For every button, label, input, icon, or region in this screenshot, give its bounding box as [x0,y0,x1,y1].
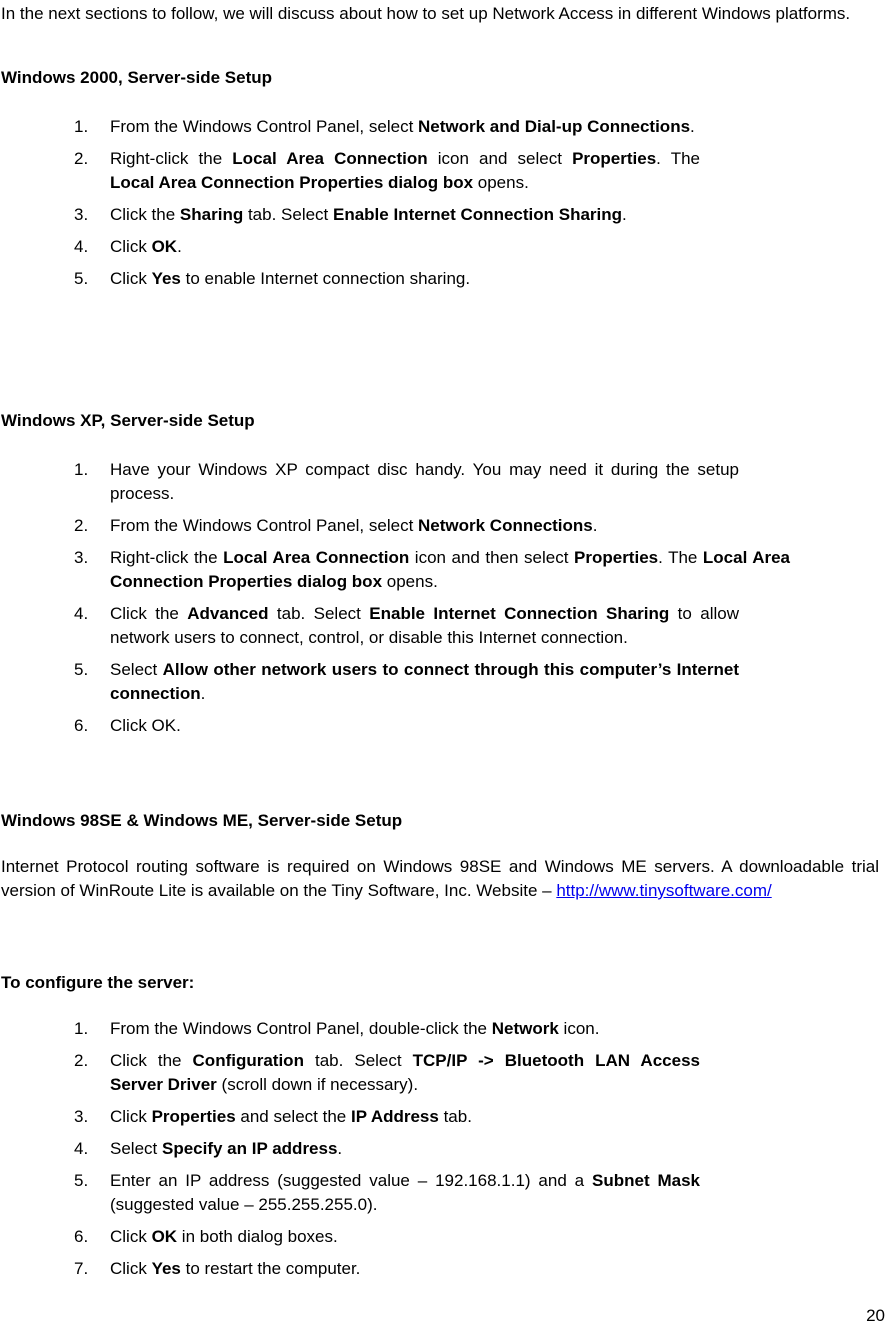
step-number: 4. [74,1139,89,1158]
step-number: 5. [74,269,89,288]
section-heading-windows-2000: Windows 2000, Server-side Setup [1,68,272,87]
step-number: 3. [74,1107,89,1126]
step-number: 2. [74,1051,89,1070]
page-number: 20 [866,1306,885,1325]
list-item: 3. Right-click the Local Area Connection icon and then select Properties. The Local Area Connection Properties dialog box opens. [74,548,791,591]
tinysoftware-link[interactable]: http://www.tinysoftware.com/ [556,881,772,900]
list-item: 6. Click OK. [0,714,739,738]
list-item: 4. Click the Advanced tab. Select Enable Internet Connection Sharing to allow network users to connect, control, or disable this Internet connection. [74,604,739,647]
step-number: 1. [74,460,89,479]
list-item: 1. Have your Windows XP compact disc handy. You may need it during the setup process. [74,460,739,503]
step-number: 2. [74,516,89,535]
list-item: 5. Click Yes to enable Internet connection sharing. [0,267,700,291]
section-heading-windows-98se-me: Windows 98SE & Windows ME, Server-side Setup [1,811,403,830]
step-number: 5. [74,660,89,679]
step-number: 6. [74,1227,89,1246]
steps-configure-server [0,1017,700,1289]
list-item: 2. From the Windows Control Panel, select Network Connections. [0,514,739,538]
section-heading-configure-server: To configure the server: [1,973,195,992]
list-item: 4. Select Specify an IP address. [0,1137,700,1161]
list-item: 7. Click Yes to restart the computer. [0,1257,700,1281]
step-number: 1. [74,1019,89,1038]
step-number: 4. [74,237,89,256]
step-number: 6. [74,716,89,735]
section-heading-windows-xp: Windows XP, Server-side Setup [1,411,255,430]
steps-windows-2000 [0,115,700,299]
list-item: 4. Click OK. [0,235,700,259]
list-item: 1. From the Windows Control Panel, double-click the Network icon. [0,1017,700,1041]
list-item: 5. Select Allow other network users to connect through this computer’s Internet connection. [74,660,739,703]
step-number: 7. [74,1259,89,1278]
intro-paragraph: In the next sections to follow, we will discuss about how to set up Network Access in different Windows platforms. [1,4,851,23]
step-number: 4. [74,604,89,623]
step-number: 5. [74,1171,89,1190]
step-number: 3. [74,548,89,567]
list-item: 2. Right-click the Local Area Connection icon and select Properties. The Local Area Connection Properties dialog box opens. [74,149,701,192]
list-item: 3. Click the Sharing tab. Select Enable Internet Connection Sharing. [0,203,700,227]
list-item: 2. Click the Configuration tab. Select TCP/IP -> Bluetooth LAN Access Server Driver (scroll down if necessary). [74,1051,700,1094]
list-item: 1. From the Windows Control Panel, select Network and Dial-up Connections. [0,115,700,139]
list-item: 6. Click OK in both dialog boxes. [0,1225,700,1249]
step-number: 2. [74,149,89,168]
list-item: 5. Enter an IP address (suggested value – 192.168.1.1) and a Subnet Mask (suggested value – 255.255.255.0). [74,1171,701,1214]
list-item: 3. Click Properties and select the IP Address tab. [0,1105,700,1129]
windows-98-paragraph: Internet Protocol routing software is required on Windows 98SE and Windows ME servers. A downloadable trial version of WinRoute Lite is available on the Tiny Software, Inc. Website – http://www.tinysoftware.com/ [1,857,879,900]
step-number: 3. [74,205,89,224]
step-number: 1. [74,117,89,136]
steps-windows-xp [0,458,790,746]
